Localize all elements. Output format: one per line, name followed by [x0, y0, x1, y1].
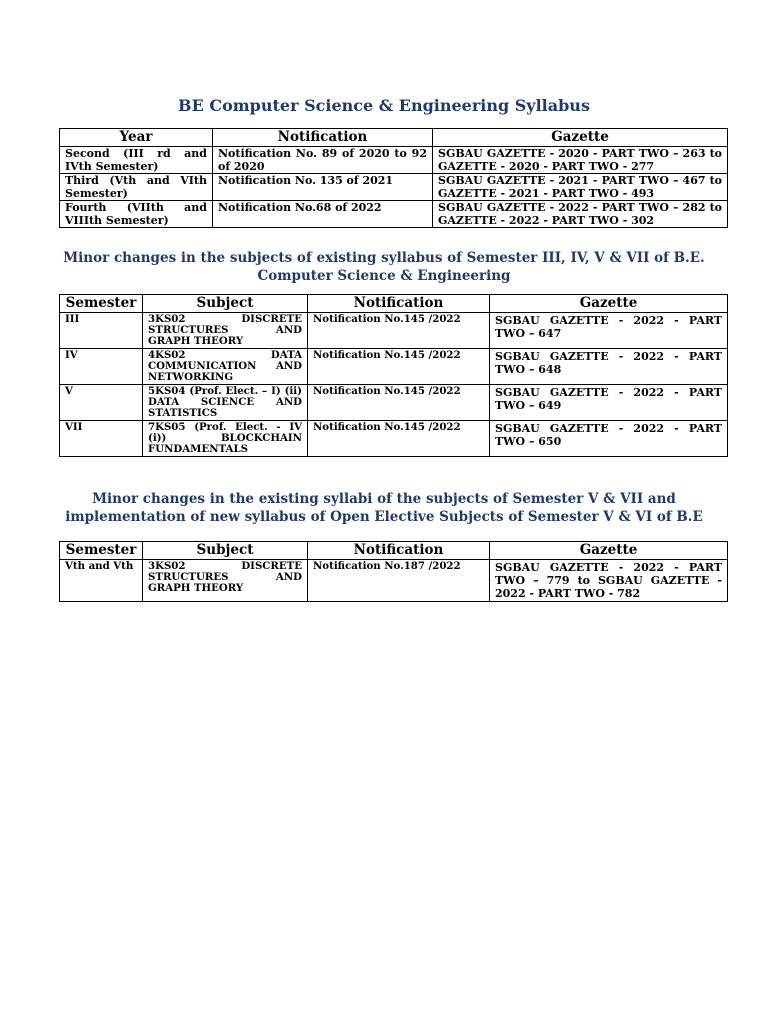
- header-notification: Notification: [213, 129, 433, 147]
- year-cell: Third (Vth and VIth Semester): [60, 174, 213, 201]
- header-year: Year: [60, 129, 213, 147]
- table-header-row: [60, 295, 728, 313]
- semester-cell: VII: [60, 421, 143, 457]
- semester-cell: III: [60, 313, 143, 349]
- subject-cell: 4KS02 DATA COMMUNICATION AND NETWORKING: [143, 349, 308, 385]
- subject-cell: 5KS04 (Prof. Elect. – I) (ii) DATA SCIENCE AND STATISTICS: [143, 385, 308, 421]
- gazette-cell: SGBAU GAZETTE - 2022 - PART TWO – 647: [490, 313, 728, 349]
- gazette-cell: SGBAU GAZETTE - 2022 - PART TWO – 779 to SGBAU GAZETTE - 2022 - PART TWO - 782: [490, 560, 728, 602]
- header-gazette: Gazette: [490, 295, 728, 313]
- minor-changes-table: [59, 294, 728, 457]
- header-subject: Subject: [143, 542, 308, 560]
- notification-cell: Notification No.145 /2022: [308, 349, 490, 385]
- notification-cell: Notification No.145 /2022: [308, 421, 490, 457]
- gazette-cell: SGBAU GAZETTE - 2022 - PART TWO – 648: [490, 349, 728, 385]
- table-row: [60, 201, 728, 228]
- gazette-cell: SGBAU GAZETTE - 2022 - PART TWO – 650: [490, 421, 728, 457]
- table-header-row: [60, 129, 728, 147]
- section3-title: [0, 490, 768, 526]
- header-gazette: Gazette: [490, 542, 728, 560]
- header-semester: Semester: [60, 295, 143, 313]
- gazette-cell: SGBAU GAZETTE - 2021 - PART TWO – 467 to GAZETTE - 2021 - PART TWO - 493: [433, 174, 728, 201]
- notification-cell: Notification No.68 of 2022: [213, 201, 433, 228]
- semester-cell: Vth and Vth: [60, 560, 143, 602]
- semester-cell: IV: [60, 349, 143, 385]
- open-elective-table: [59, 541, 728, 602]
- header-notification: Notification: [308, 542, 490, 560]
- gazette-cell: SGBAU GAZETTE - 2020 - PART TWO – 263 to GAZETTE - 2020 - PART TWO - 277: [433, 147, 728, 174]
- section2-title-line2: Computer Science & Engineering: [257, 268, 511, 284]
- gazette-cell: SGBAU GAZETTE - 2022 - PART TWO – 282 to GAZETTE - 2022 - PART TWO - 302: [433, 201, 728, 228]
- table-row: [60, 174, 728, 201]
- table-row: [60, 421, 728, 457]
- notification-cell: Notification No. 135 of 2021: [213, 174, 433, 201]
- subject-cell: 7KS05 (Prof. Elect. - IV (i)) BLOCKCHAIN FUNDAMENTALS: [143, 421, 308, 457]
- header-semester: Semester: [60, 542, 143, 560]
- table-row: [60, 385, 728, 421]
- table-row: [60, 313, 728, 349]
- notification-cell: Notification No. 89 of 2020 to 92 of 2020: [213, 147, 433, 174]
- header-notification: Notification: [308, 295, 490, 313]
- table-header-row: [60, 542, 728, 560]
- year-cell: Fourth (VIIth and VIIIth Semester): [60, 201, 213, 228]
- table-row: [60, 560, 728, 602]
- section3-title-line2: implementation of new syllabus of Open Elective Subjects of Semester V & VI of B.E: [65, 509, 703, 525]
- notification-cell: Notification No.145 /2022: [308, 313, 490, 349]
- header-subject: Subject: [143, 295, 308, 313]
- header-gazette: Gazette: [433, 129, 728, 147]
- notification-cell: Notification No.187 /2022: [308, 560, 490, 602]
- semester-cell: V: [60, 385, 143, 421]
- section2-title-line1: Minor changes in the subjects of existing syllabus of Semester III, IV, V & VII of B.E.: [63, 250, 705, 266]
- table-row: [60, 349, 728, 385]
- subject-cell: 3KS02 DISCRETE STRUCTURES AND GRAPH THEORY: [143, 560, 308, 602]
- gazette-cell: SGBAU GAZETTE - 2022 - PART TWO – 649: [490, 385, 728, 421]
- syllabus-table: [59, 128, 728, 228]
- section1-title: BE Computer Science & Engineering Syllabus: [178, 96, 590, 115]
- table-row: [60, 147, 728, 174]
- year-cell: Second (III rd and IVth Semester): [60, 147, 213, 174]
- section3-title-line1: Minor changes in the existing syllabi of the subjects of Semester V & VII and: [92, 491, 676, 507]
- notification-cell: Notification No.145 /2022: [308, 385, 490, 421]
- subject-cell: 3KS02 DISCRETE STRUCTURES AND GRAPH THEORY: [143, 313, 308, 349]
- section2-title: [0, 249, 768, 285]
